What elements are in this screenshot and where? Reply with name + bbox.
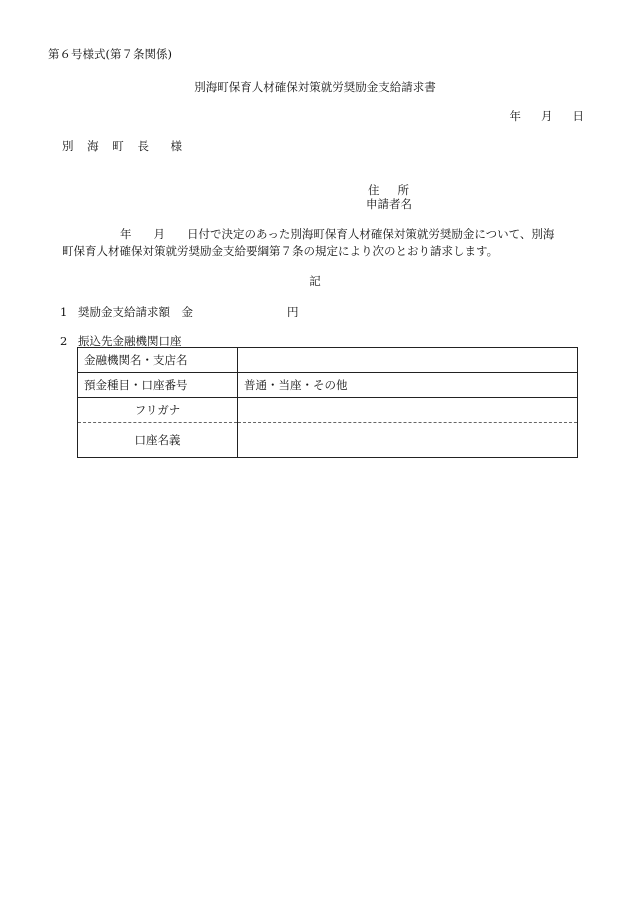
- item2-label: 振込先金融機関口座: [78, 334, 182, 348]
- date-year: 年: [509, 109, 521, 123]
- ki-heading: 記: [309, 274, 321, 288]
- body-line1-rest: 日付で決定のあった別海町保育人材確保対策就労奨励金について、別海: [187, 227, 555, 241]
- bank-row-label: 口座名義: [78, 423, 238, 458]
- item1-number: 1: [60, 305, 68, 319]
- address-label-part2: 所: [397, 183, 409, 197]
- request-statement-line2: 町保育人材確保対策就労奨励金支給要綱第７条の規定により次のとおり請求します。: [62, 244, 499, 258]
- request-statement: [62, 226, 584, 260]
- date-day: 日: [572, 109, 584, 123]
- bank-row-value: [238, 398, 578, 423]
- bank-row-value: 普通・当座・その他: [238, 373, 578, 398]
- bank-row-institution: [78, 348, 578, 373]
- request-statement-line1: [62, 226, 584, 243]
- bank-account-table: [77, 347, 578, 458]
- bank-row-label: 預金種目・口座番号: [78, 373, 238, 398]
- body-year: 年: [120, 227, 132, 241]
- address-label-part1: 住: [368, 183, 380, 197]
- bank-row-account-type: [78, 373, 578, 398]
- date-month: 月: [541, 109, 553, 123]
- bank-row-label: フリガナ: [78, 398, 238, 423]
- form-number: 第６号様式(第７条関係): [48, 47, 172, 61]
- body-month: 月: [153, 227, 165, 241]
- document-title: 別海町保育人材確保対策就労奨励金支給請求書: [194, 80, 436, 94]
- applicant-name-label: 申請者名: [366, 197, 412, 211]
- date-line: [480, 108, 584, 124]
- bank-row-value: [238, 348, 578, 373]
- item-claim-amount: [60, 304, 299, 320]
- item1-label: 奨励金支給請求額 金: [78, 305, 193, 319]
- item2-number: 2: [60, 334, 68, 348]
- addressee: 別 海 町 長 様: [62, 139, 187, 153]
- bank-row-label: 金融機関名・支店名: [78, 348, 238, 373]
- bank-row-value: [238, 423, 578, 458]
- bank-row-account-holder: [78, 423, 578, 458]
- bank-row-furigana: [78, 398, 578, 423]
- item1-unit: 円: [287, 305, 299, 319]
